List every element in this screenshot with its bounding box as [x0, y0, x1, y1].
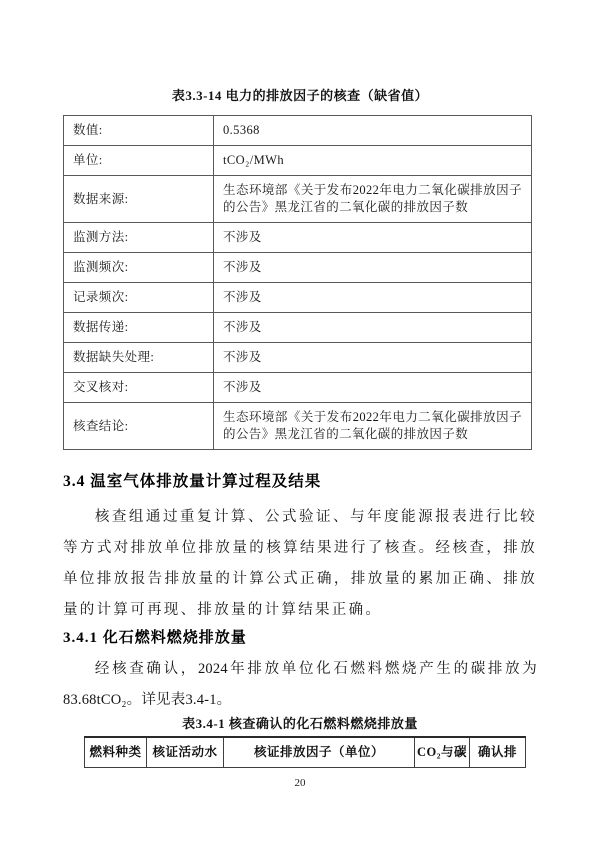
row-label: 数据来源:	[64, 176, 214, 223]
header-co2-carbon: CO₂与碳	[415, 737, 470, 768]
row-value: 生态环境部《关于发布2022年电力二氧化碳排放因子的公告》黑龙江省的二氧化碳的排放因子数	[214, 176, 532, 223]
row-value: 不涉及	[214, 283, 532, 313]
table-3-3-14-title: 表3.3-14 电力的排放因子的核查（缺省值）	[171, 88, 429, 103]
row-label: 数据传递:	[64, 313, 214, 343]
row-label: 监测方法:	[64, 223, 214, 253]
row-label: 核查结论:	[64, 403, 214, 450]
header-confirmed-emission: 确认排	[470, 737, 526, 768]
row-label: 数据缺失处理:	[64, 343, 214, 373]
section-3-4-1-heading: 3.4.1 化石燃料燃烧排放量	[63, 630, 247, 646]
table-row-data-source	[64, 176, 532, 223]
section-3-4-paragraph: 核查组通过重复计算、公式验证、与年度能源报表进行比较等方式对排放单位排放量的核算结果进行了核查。经核查，排放单位排放报告排放量的计算公式正确，排放量的累加正确、排放量的计算可再现、排放量的计算结果正确。	[63, 509, 537, 618]
table-row-record-frequency	[64, 283, 532, 313]
row-value: tCO₂/MWh	[214, 146, 532, 176]
row-label: 交叉核对:	[64, 373, 214, 403]
row-value: 不涉及	[214, 343, 532, 373]
table-header-row	[85, 737, 526, 768]
table-3-4-1	[84, 736, 526, 768]
row-value: 生态环境部《关于发布2022年电力二氧化碳排放因子的公告》黑龙江省的二氧化碳的排放因子数	[214, 403, 532, 450]
table-row-data-transfer	[64, 313, 532, 343]
row-value: 0.5368	[214, 116, 532, 146]
table-row-conclusion	[64, 403, 532, 450]
row-value: 不涉及	[214, 253, 532, 283]
row-label: 单位:	[64, 146, 214, 176]
row-label: 监测频次:	[64, 253, 214, 283]
header-emission-factor: 核证排放因子（单位）	[224, 737, 415, 768]
table-row-value	[64, 116, 532, 146]
header-activity-level: 核证活动水	[147, 737, 224, 768]
table-row-cross-check	[64, 373, 532, 403]
table-row-monitor-method	[64, 223, 532, 253]
section-3-4-heading: 3.4 温室气体排放量计算过程及结果	[63, 473, 322, 490]
table-row-monitor-frequency	[64, 253, 532, 283]
row-value: 不涉及	[214, 313, 532, 343]
table-row-missing-data	[64, 343, 532, 373]
table-3-4-1-title: 表3.4-1 核查确认的化石燃料燃烧排放量	[182, 716, 418, 731]
page-number: 20	[294, 777, 306, 789]
section-3-4-1-paragraph: 经核查确认，2024年排放单位化石燃料燃烧产生的碳排放为83.68tCO₂。详见表3.4-1。	[63, 661, 537, 708]
row-label: 记录频次:	[64, 283, 214, 313]
row-label: 数值:	[64, 116, 214, 146]
table-3-3-14	[63, 115, 532, 450]
row-value: 不涉及	[214, 373, 532, 403]
row-value: 不涉及	[214, 223, 532, 253]
header-fuel-type: 燃料种类	[85, 737, 147, 768]
table-row-unit	[64, 146, 532, 176]
